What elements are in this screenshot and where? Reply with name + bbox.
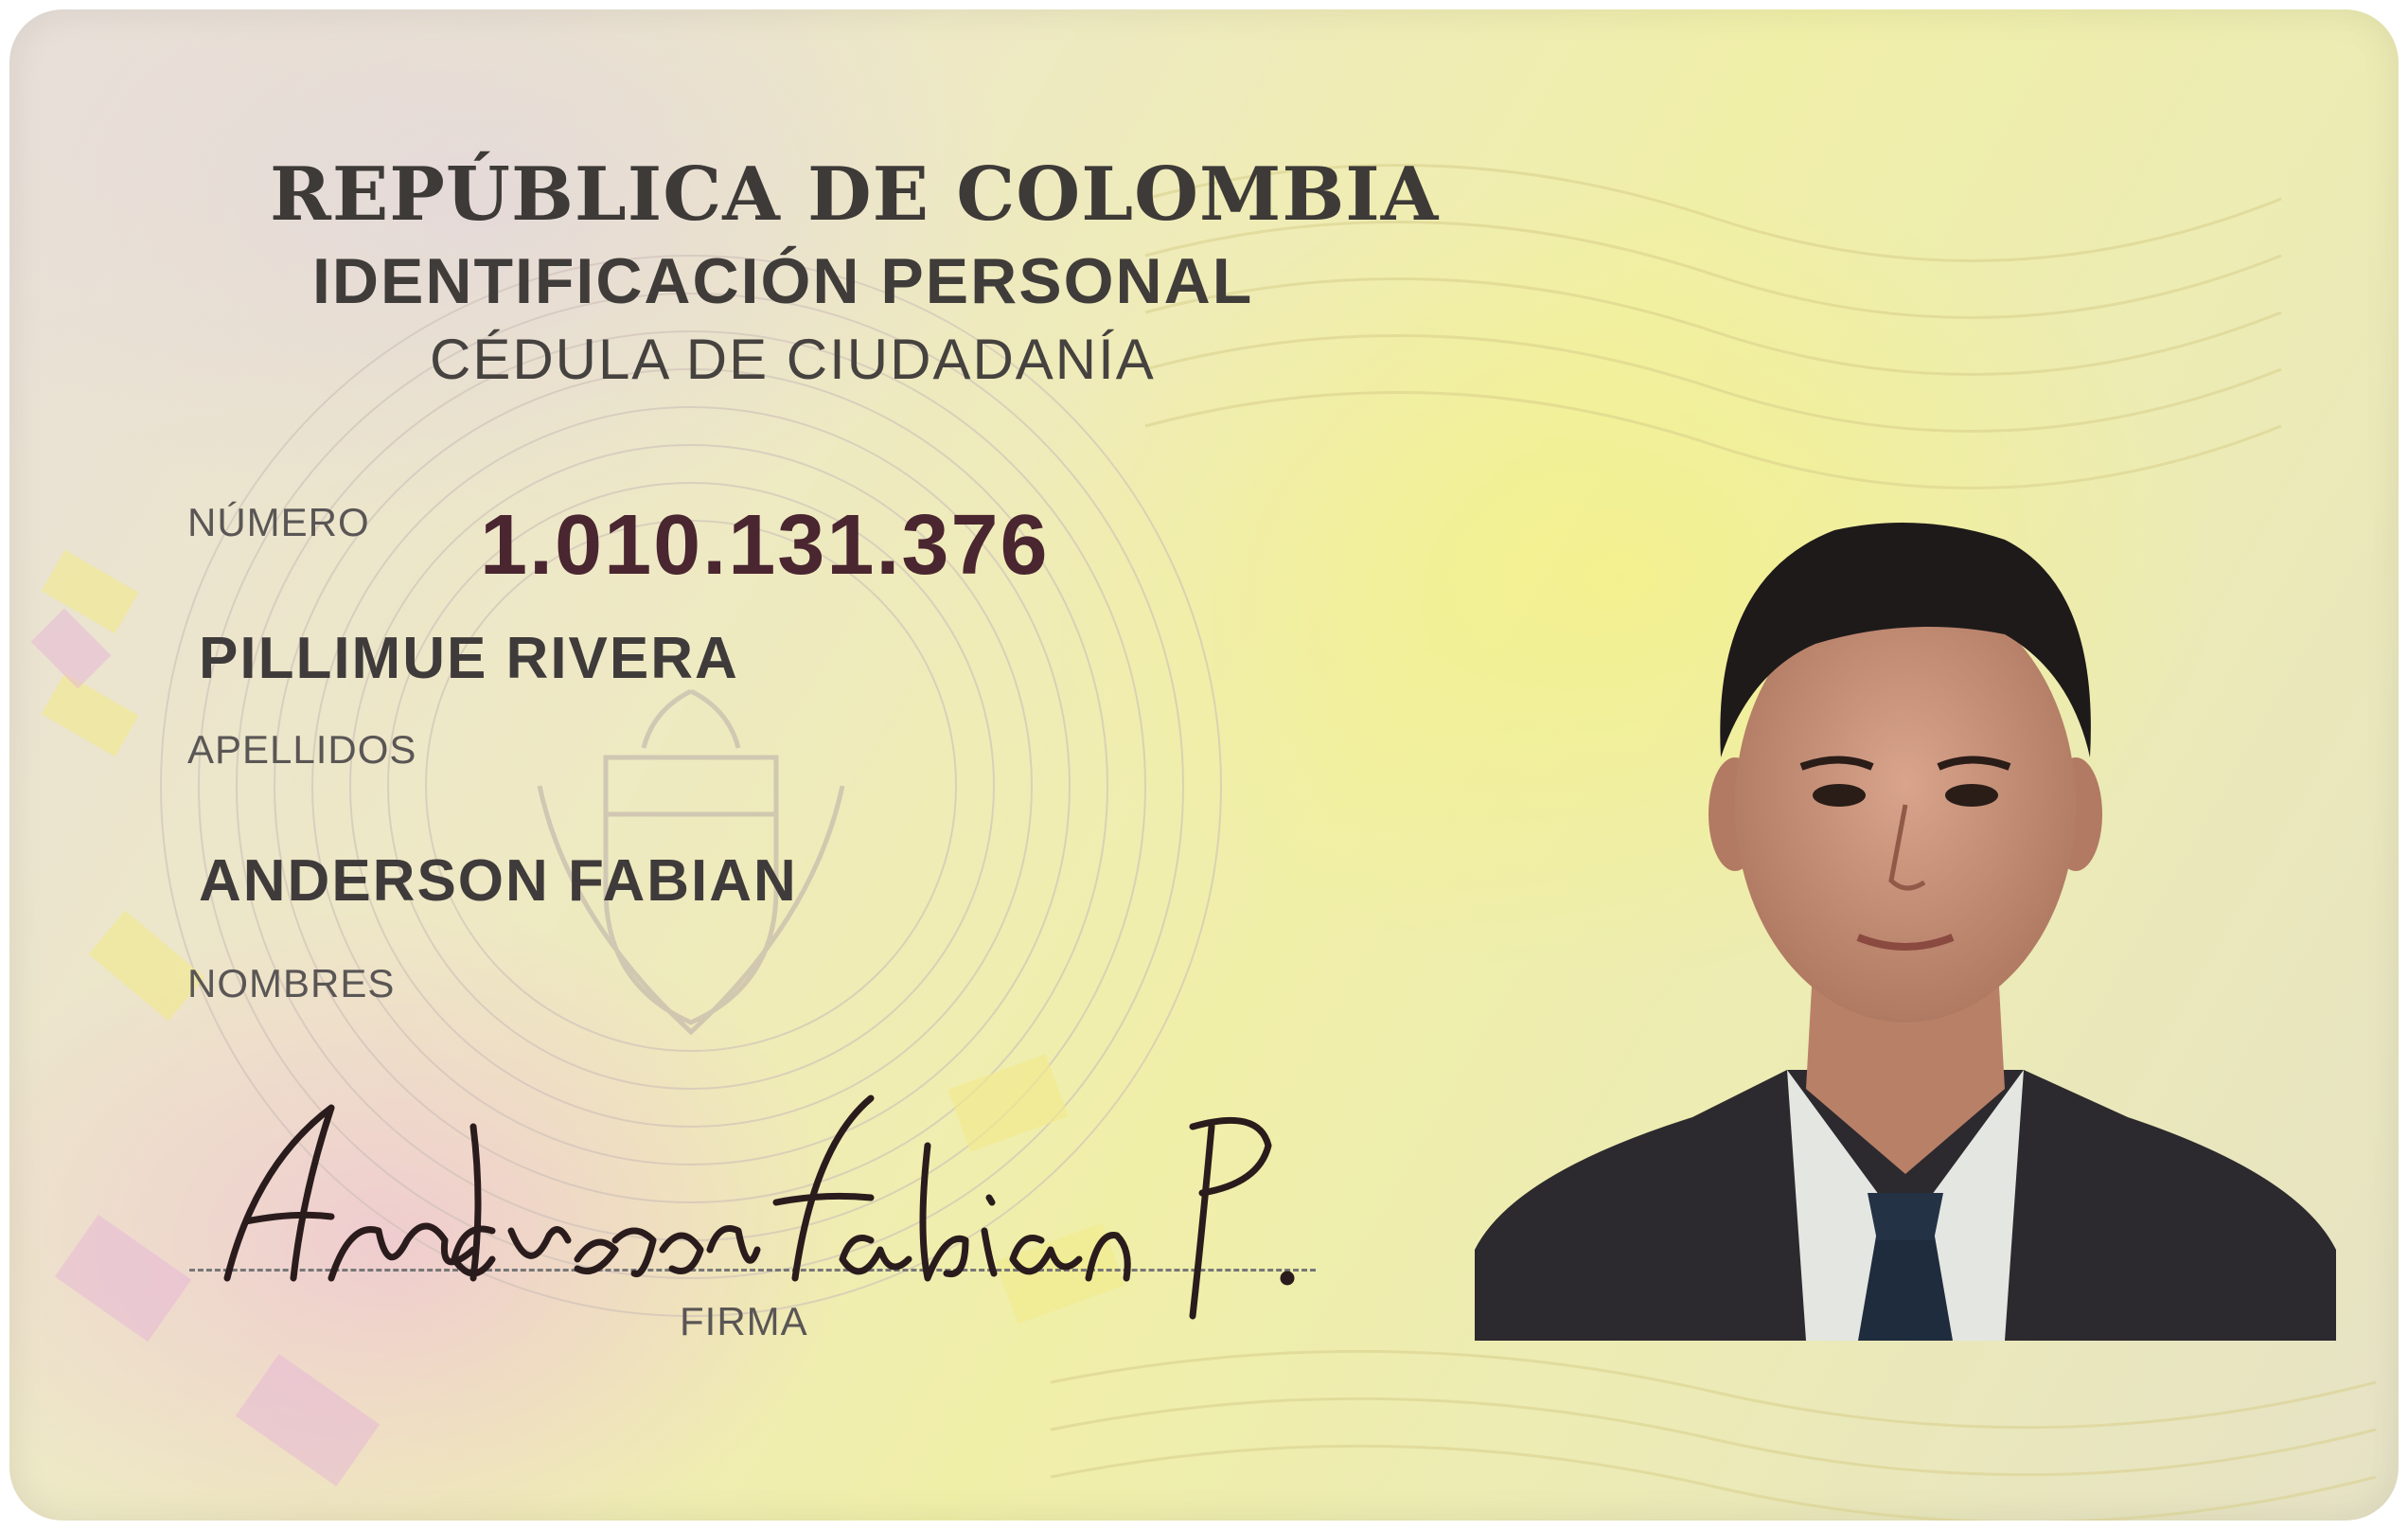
signature-label: FIRMA	[680, 1299, 808, 1343]
surnames-label: APELLIDOS	[187, 727, 417, 772]
id-number: 1.010.131.376	[480, 498, 1050, 593]
portrait-photo	[1475, 511, 2336, 1341]
id-card	[9, 9, 2399, 1521]
numero-label: NÚMERO	[187, 500, 370, 544]
surnames-value: PILLIMUE RIVERA	[199, 626, 739, 691]
given-names-label: NOMBRES	[187, 961, 396, 1005]
country-title: REPÚBLICA DE COLOMBIA	[270, 151, 1440, 238]
document-name-title: CÉDULA DE CIUDADANÍA	[430, 328, 1156, 391]
given-names-value: ANDERSON FABIAN	[199, 848, 798, 914]
document-type-title: IDENTIFICACIÓN PERSONAL	[312, 245, 1254, 317]
